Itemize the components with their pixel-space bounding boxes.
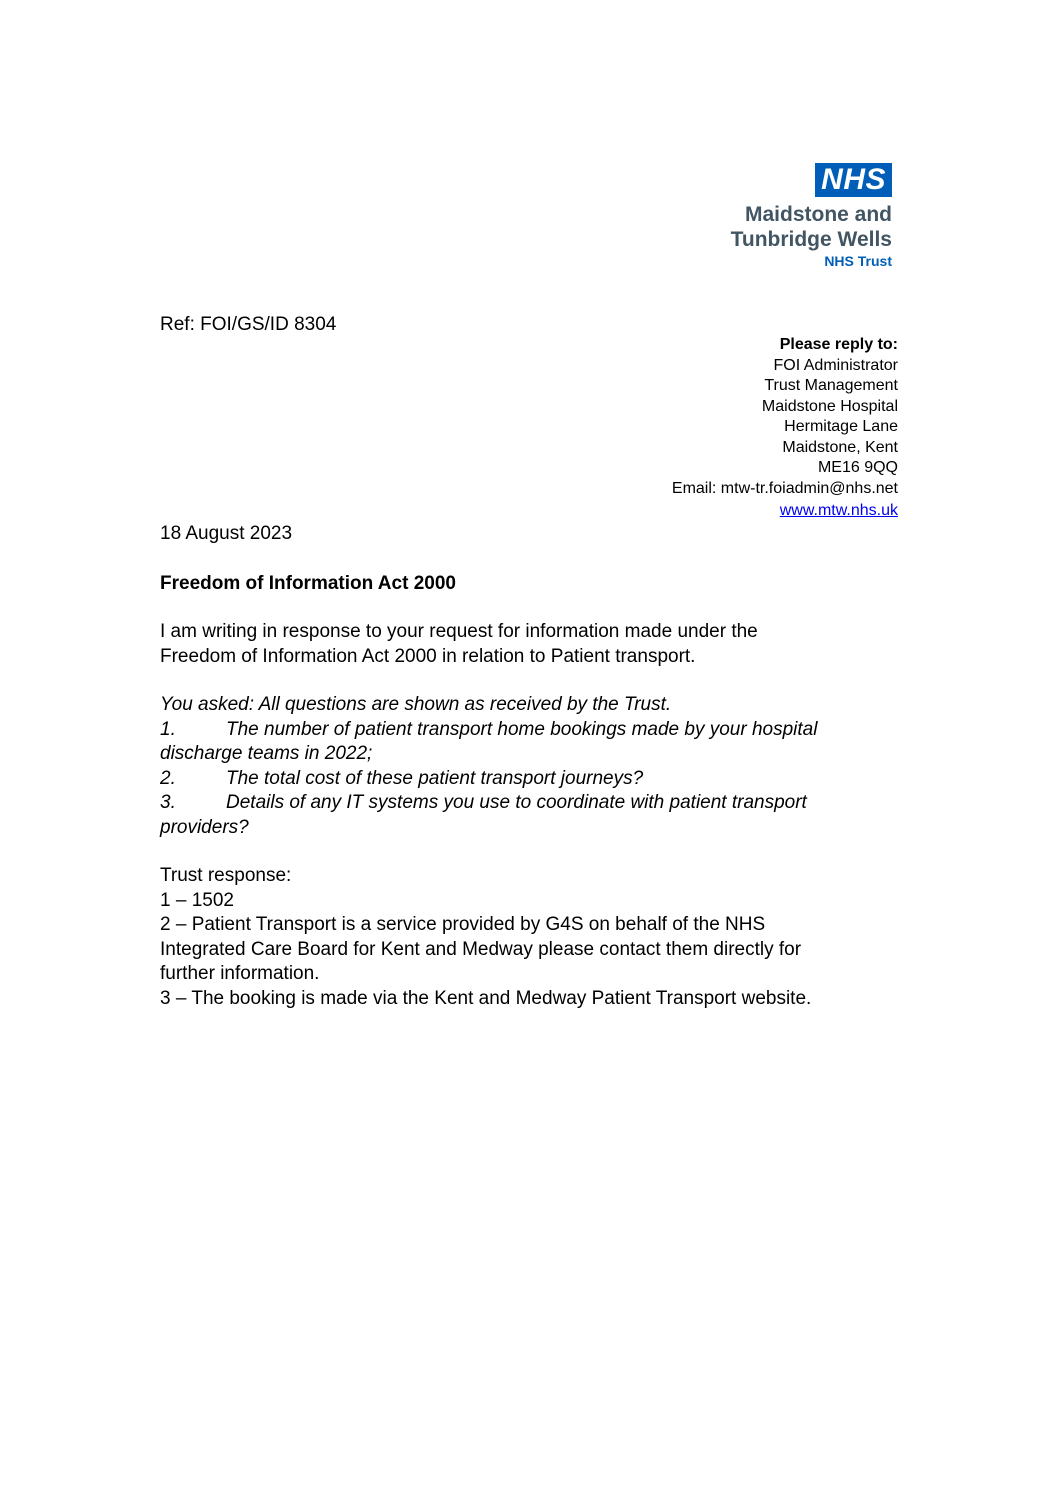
org-name-line3: NHS Trust: [824, 253, 892, 269]
address-line: Maidstone Hospital: [761, 397, 898, 415]
org-name-line1: Maidstone and: [744, 203, 892, 226]
response-item: 1 – 1502: [160, 889, 234, 911]
question-text: The total cost of these patient transport journeys?: [226, 767, 644, 789]
reply-address: [672, 335, 898, 522]
question-item: [160, 791, 900, 816]
response-item: 3 – The booking is made via the Kent and Medway Patient Transport website.: [160, 987, 812, 1009]
website-link[interactable]: www.mtw.nhs.uk: [779, 502, 898, 519]
nhs-trust-logo: [731, 163, 892, 270]
intro-line: I am writing in response to your request for information made under the: [160, 621, 758, 642]
questions-heading: You asked: All questions are shown as received by the Trust.: [160, 694, 672, 715]
intro-line: Freedom of Information Act 2000 in relation to Patient transport.: [160, 645, 696, 667]
question-number: 2.: [160, 767, 176, 789]
email-line: Email: mtw-tr.foiadmin@nhs.net: [671, 479, 898, 497]
nhs-badge-logo: NHS: [815, 163, 892, 197]
org-name-line2: Tunbridge Wells: [730, 228, 892, 251]
response-item: 2 – Patient Transport is a service provided by G4S on behalf of the NHS: [160, 914, 766, 935]
question-text: The number of patient transport home bookings made by your hospital: [226, 718, 818, 740]
question-number: 1.: [160, 718, 176, 740]
address-line: Maidstone, Kent: [782, 438, 898, 456]
question-item: [160, 767, 900, 792]
intro-paragraph: [160, 620, 900, 669]
letter-body: [160, 522, 900, 1035]
response-section: [160, 864, 900, 1011]
address-line: Trust Management: [764, 377, 898, 394]
question-continuation: providers?: [160, 816, 249, 838]
address-line: FOI Administrator: [773, 356, 898, 374]
letter-title: Freedom of Information Act 2000: [160, 572, 456, 594]
address-line: Hermitage Lane: [784, 418, 898, 435]
letter-date: 18 August 2023: [160, 523, 293, 544]
question-item: [160, 718, 900, 743]
reference-number: Ref: FOI/GS/ID 8304: [160, 314, 337, 335]
address-line: ME16 9QQ: [817, 459, 898, 476]
question-text: Details of any IT systems you use to coordinate with patient transport: [226, 792, 807, 813]
reply-heading: Please reply to:: [779, 336, 898, 353]
response-continuation: further information.: [160, 963, 320, 984]
response-heading: Trust response:: [160, 865, 292, 886]
question-number: 3.: [160, 792, 176, 813]
response-continuation: Integrated Care Board for Kent and Medway please contact them directly for: [160, 938, 802, 960]
questions-section: [160, 693, 900, 840]
question-continuation: discharge teams in 2022;: [160, 743, 373, 764]
